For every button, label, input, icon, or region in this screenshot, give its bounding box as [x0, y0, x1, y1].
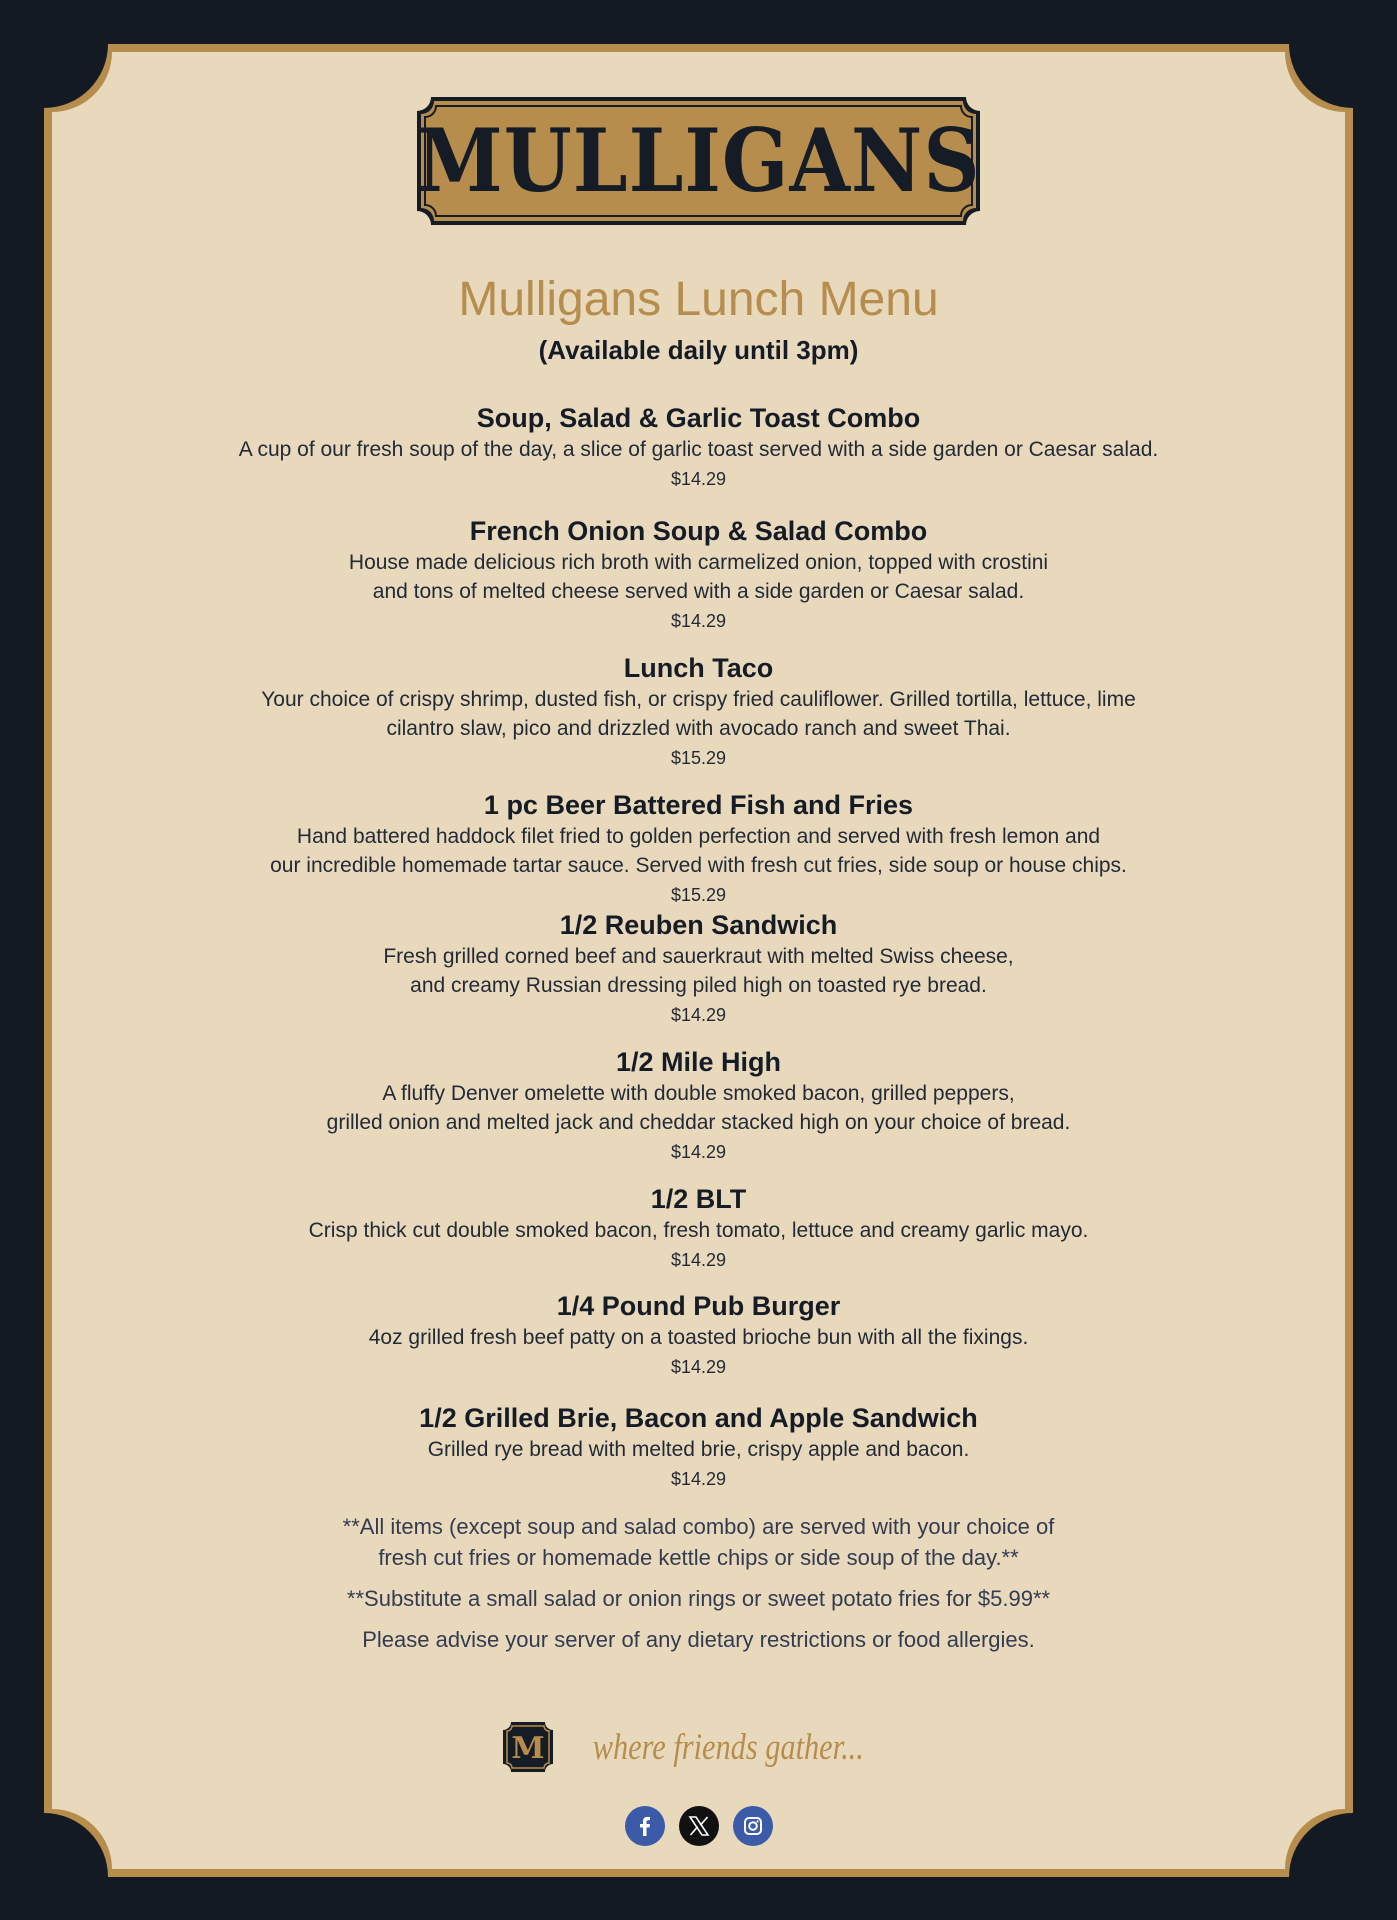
page-subtitle: (Available daily until 3pm)	[538, 335, 859, 365]
item-description: A cup of our fresh soup of the day, a slice of garlic toast served with a side garden or Caesar salad.	[238, 438, 1159, 461]
item-price: $14.29	[670, 1005, 727, 1025]
menu-item	[120, 651, 1277, 773]
item-name: 1/2 Mile High	[615, 1047, 782, 1077]
item-description: Grilled rye bread with melted brie, crispy apple and bacon.	[427, 1438, 970, 1461]
item-price: $15.29	[670, 885, 727, 905]
page-title: Mulligans Lunch Menu	[458, 273, 939, 326]
item-price: $14.29	[670, 469, 727, 489]
monogram-badge	[503, 1722, 553, 1772]
item-description: Your choice of crispy shrimp, dusted fish, or crispy fried cauliflower. Grilled tortilla, lettuce, lime	[261, 688, 1136, 711]
sides-note: **All items (except soup and salad combo) are served with your choice of	[342, 1514, 1055, 1539]
social-links	[120, 1806, 1277, 1846]
sides-note: fresh cut fries or homemade kettle chips or side soup of the day.**	[378, 1545, 1019, 1570]
item-price: $15.29	[670, 748, 727, 768]
item-description: A fluffy Denver omelette with double smoked bacon, grilled peppers,	[382, 1082, 1015, 1105]
item-description: Hand battered haddock filet fried to golden perfection and served with fresh lemon and	[296, 825, 1101, 848]
menu-item	[120, 788, 1277, 910]
item-price: $14.29	[670, 1469, 727, 1489]
menu-item	[120, 401, 1277, 494]
item-price: $14.29	[670, 1357, 727, 1377]
allergy-note: Please advise your server of any dietary restrictions or food allergies.	[362, 1627, 1035, 1652]
substitute-note: **Substitute a small salad or onion rings or sweet potato fries for $5.99**	[346, 1586, 1051, 1611]
item-description: House made delicious rich broth with carmelized onion, topped with crostini	[348, 551, 1049, 574]
item-price: $14.29	[670, 611, 727, 631]
item-description: cilantro slaw, pico and drizzled with avocado ranch and sweet Thai.	[386, 717, 1011, 740]
item-name: 1/2 Grilled Brie, Bacon and Apple Sandwich	[419, 1403, 978, 1433]
x-icon[interactable]	[679, 1806, 719, 1846]
item-name: 1 pc Beer Battered Fish and Fries	[483, 790, 914, 820]
item-description: Crisp thick cut double smoked bacon, fresh tomato, lettuce and creamy garlic mayo.	[308, 1219, 1089, 1242]
item-name: 1/4 Pound Pub Burger	[556, 1291, 841, 1321]
instagram-icon[interactable]	[733, 1806, 773, 1846]
item-name: 1/2 BLT	[650, 1184, 747, 1214]
item-name: Lunch Taco	[623, 653, 774, 683]
item-name: 1/2 Reuben Sandwich	[559, 910, 838, 940]
menu-item	[120, 1182, 1277, 1275]
item-price: $14.29	[670, 1250, 727, 1270]
tagline-row	[120, 1722, 1277, 1772]
menu-item	[120, 1289, 1277, 1382]
tagline: where friends gather...	[592, 1726, 865, 1768]
menu-item	[120, 908, 1277, 1030]
item-name: French Onion Soup & Salad Combo	[469, 516, 928, 546]
item-description: grilled onion and melted jack and cheddar stacked high on your choice of bread.	[326, 1111, 1071, 1134]
monogram-letter: M	[511, 1731, 545, 1766]
facebook-icon[interactable]	[625, 1806, 665, 1846]
logo-plaque	[417, 97, 980, 225]
item-price: $14.29	[670, 1142, 727, 1162]
menu-item	[120, 514, 1277, 636]
menu-item	[120, 1045, 1277, 1167]
item-description: and tons of melted cheese served with a side garden or Caesar salad.	[372, 580, 1025, 603]
item-description: and creamy Russian dressing piled high on toasted rye bread.	[410, 974, 987, 997]
item-description: our incredible homemade tartar sauce. Served with fresh cut fries, side soup or house chips.	[270, 854, 1127, 877]
menu-item	[120, 1401, 1277, 1494]
menu-content	[120, 0, 1277, 1920]
item-description: Fresh grilled corned beef and sauerkraut with melted Swiss cheese,	[383, 945, 1014, 968]
item-name: Soup, Salad & Garlic Toast Combo	[476, 403, 921, 433]
logo-text: MULLIGANS	[416, 110, 981, 212]
item-description: 4oz grilled fresh beef patty on a toasted brioche bun with all the fixings.	[368, 1326, 1029, 1349]
